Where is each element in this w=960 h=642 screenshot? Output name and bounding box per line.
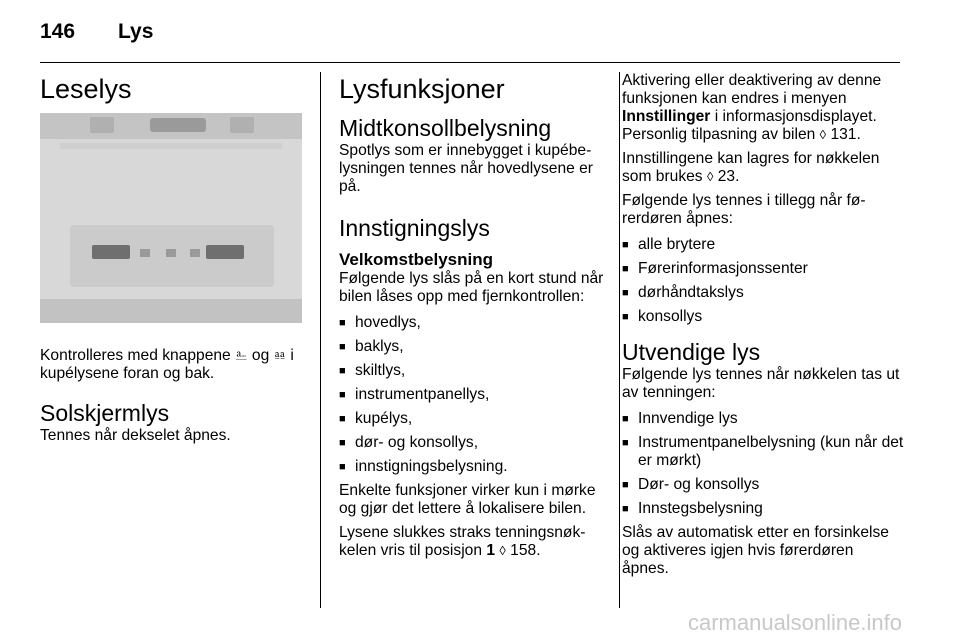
reading-light-caption: Kontrolleres med knappene ⎁ og ⎂ i kupélysene foran og bak.	[40, 347, 294, 382]
bullet-icon: ■	[622, 479, 629, 491]
overhead-console-illustration	[40, 113, 302, 323]
list-item: ■ konsollys	[622, 308, 703, 325]
list-item: ■ instrumentpanellys,	[339, 386, 490, 403]
list-item: ■ Innstegsbelysning	[622, 500, 763, 517]
column-divider	[619, 72, 620, 608]
page-reference-icon: ◊	[706, 169, 714, 184]
section-heading-lysfunksjoner: Lysfunksjoner	[339, 74, 505, 104]
list-item: ■ innstigningsbelysning.	[339, 458, 508, 475]
driver-door-list	[622, 236, 904, 326]
list-item: ■ alle brytere	[622, 236, 716, 253]
ignition-note: Lysene slukkes straks tenningsnøkkelen vris til posisjon 1 ◊ 158.	[339, 524, 586, 559]
watermark: carmanualsonline.info	[687, 610, 902, 635]
list-item: ■ dørhåndtakslys	[622, 284, 744, 301]
bullet-icon: ■	[339, 341, 346, 353]
list-item: ■ hovedlys,	[339, 314, 421, 331]
subheading-midtkonsoll: Midtkonsollbelysning	[339, 115, 552, 141]
subheading-utvendige-lys: Utvendige lys	[622, 339, 761, 365]
bullet-icon: ■	[339, 317, 346, 329]
page-title: Lys	[118, 20, 154, 43]
settings-paragraph: Aktivering eller deaktivering av denne funksjonen kan endres i menyen Innstillinger i informasjonsdisplayet. Personlig tilpasning av bilen ◊ 131.	[622, 72, 882, 143]
list-item: ■ Innvendige lys	[622, 410, 738, 427]
sunvisor-text: Tennes når dekselet åpnes.	[40, 427, 231, 444]
column-2	[339, 72, 605, 566]
bullet-icon: ■	[622, 239, 629, 251]
list-item: ■ kupélys,	[339, 410, 413, 427]
bullet-icon: ■	[622, 311, 629, 323]
column-1	[40, 72, 302, 451]
list-item: ■ Dør- og konsollys	[622, 476, 760, 493]
list-item: ■ dør- og konsollys,	[339, 434, 479, 451]
driver-door-paragraph: Følgende lys tennes i tillegg når førerdøren åpnes:	[622, 192, 866, 227]
bullet-icon: ■	[622, 503, 629, 515]
key-settings-paragraph: Innstillingene kan lagres for nøkkelen som brukes ◊ 23.	[622, 150, 880, 185]
bullet-icon: ■	[339, 437, 346, 449]
bullet-icon: ■	[622, 263, 629, 275]
subheading-innstigningslys: Innstigningslys	[339, 215, 490, 241]
velkomst-text: Følgende lys slås på en kort stund når bilen låses opp med fjernkontrollen:	[339, 270, 604, 305]
bullet-icon: ■	[622, 437, 629, 449]
key-removed-list	[622, 410, 904, 518]
bullet-icon: ■	[622, 287, 629, 299]
bullet-icon: ■	[339, 389, 346, 401]
auto-off-paragraph: Slås av automatisk etter en forsinkelse og aktiveres igjen hvis førerdøren åpnes.	[622, 524, 889, 577]
list-item: ■ baklys,	[339, 338, 404, 355]
list-item: ■ Instrumentpanelbelysning (kun når det er mørkt)	[622, 434, 904, 469]
page-number: 146	[40, 20, 76, 43]
subheading-solskjermlys: Solskjermlys	[40, 400, 170, 426]
bullet-icon: ■	[339, 413, 346, 425]
welcome-light-list	[339, 314, 605, 476]
page-reference: 131.	[830, 126, 861, 143]
bullet-icon: ■	[339, 365, 346, 377]
key-removed-paragraph: Følgende lys tennes når nøkkelen tas ut av tenningen:	[622, 366, 900, 401]
list-item: ■ Førerinformasjonssenter	[622, 260, 808, 277]
bullet-icon: ■	[622, 413, 629, 425]
subheading-velkomst: Velkomstbelysning	[339, 250, 493, 269]
reading-light-front-icon: ⎁	[235, 347, 248, 364]
page-reference: 23.	[717, 168, 740, 185]
reading-light-photo	[40, 113, 302, 323]
reading-light-rear-icon: ⎂	[273, 347, 287, 364]
darkness-note: Enkelte funksjoner virker kun i mørke og gjør det lettere å lokalisere bilen.	[339, 482, 596, 517]
column-divider	[320, 72, 321, 608]
page-reference: 158.	[510, 542, 541, 559]
column-3	[622, 72, 904, 584]
page-reference-icon: ◊	[819, 127, 827, 142]
header-rule	[40, 62, 900, 63]
bullet-icon: ■	[339, 461, 346, 473]
section-heading-leselys: Leselys	[40, 74, 132, 104]
midtkonsoll-text: Spotlys som er innebygget i kupébelysningen tennes når hovedlysene er på.	[339, 142, 593, 195]
page-reference-icon: ◊	[499, 543, 506, 558]
list-item: ■ skiltlys,	[339, 362, 406, 379]
